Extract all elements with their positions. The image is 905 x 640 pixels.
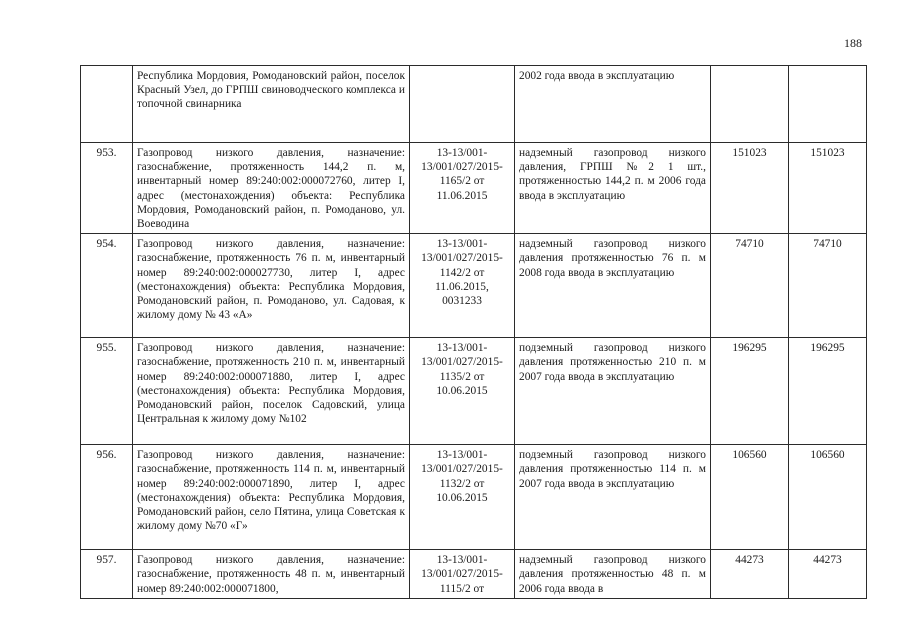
characteristics-cell: подземный газопровод низкого давления протяженностью 114 п. м 2007 года ввода в эксплуатацию [515,445,711,550]
characteristics-cell: подземный газопровод низкого давления протяженностью 210 п. м 2007 года ввода в эксплуатацию [515,338,711,445]
object-description-cell: Газопровод низкого давления, назначение: газоснабжение, протяженность 48 п. м, инвентарный номер 89:240:002:000071800, [133,550,410,599]
row-number-cell: 954. [81,234,133,338]
row-number-cell [81,66,133,143]
row-number-cell: 957. [81,550,133,599]
object-description-cell: Газопровод низкого давления, назначение: газоснабжение, протяженность 114 п. м, инвентарный номер 89:240:002:000071890, литер I, адрес (местонахождения) объекта: Республика Мордовия, Ромодановский район, село Пятина, улица Советская к жилому дому №70 «Г» [133,445,410,550]
table-row [81,550,867,599]
value-cell: 151023 [789,143,867,234]
row-number-cell: 955. [81,338,133,445]
row-number-cell: 956. [81,445,133,550]
registration-record-cell: 13-13/001-13/001/027/2015-1165/2 от 11.06.2015 [410,143,515,234]
object-description-cell: Газопровод низкого давления, назначение: газоснабжение, протяженность 76 п. м, инвентарный номер 89:240:002:000027730, литер I, адрес (местонахождения) объекта: Республика Мордовия, Ромодановский район, п. Ромоданово, ул. Садовая, к жилому дому № 43 «А» [133,234,410,338]
value-cell: 44273 [711,550,789,599]
value-cell: 151023 [711,143,789,234]
value-cell: 106560 [711,445,789,550]
registration-record-cell: 13-13/001-13/001/027/2015-1142/2 от 11.06.2015, 0031233 [410,234,515,338]
characteristics-cell: надземный газопровод низкого давления, ГРПШ №2 1 шт., протяженностью 144,2 п. м 2006 года ввода в эксплуатацию [515,143,711,234]
row-number-cell: 953. [81,143,133,234]
characteristics-cell: надземный газопровод низкого давления протяженностью 48 п. м 2006 года ввода в [515,550,711,599]
table-row [81,66,867,143]
table-row [81,338,867,445]
value-cell [711,66,789,143]
value-cell: 106560 [789,445,867,550]
table-row [81,234,867,338]
table-row [81,143,867,234]
page-number: 188 [844,36,862,50]
object-description-cell: Газопровод низкого давления, назначение: газоснабжение, протяженность 144,2 п. м, инвентарный номер 89:240:002:000072760, литер I, адрес (местонахождения) объекта: Республика Мордовия, Ромодановский район, п. Ромоданово, ул. Воеводина [133,143,410,234]
registration-record-cell: 13-13/001-13/001/027/2015-1115/2 от [410,550,515,599]
value-cell: 74710 [711,234,789,338]
table-row [81,445,867,550]
value-cell: 196295 [711,338,789,445]
registration-record-cell [410,66,515,143]
registration-record-cell: 13-13/001-13/001/027/2015-1132/2 от 10.06.2015 [410,445,515,550]
value-cell: 44273 [789,550,867,599]
characteristics-cell: 2002 года ввода в эксплуатацию [515,66,711,143]
property-registry-table [80,65,867,599]
value-cell [789,66,867,143]
object-description-cell: Газопровод низкого давления, назначение: газоснабжение, протяженность 210 п. м, инвентарный номер 89:240:002:000071880, литер I, адрес (местонахождения) объекта: Республика Мордовия, Ромодановский район, поселок Садовский, улица Центральная к жилому дому №102 [133,338,410,445]
registration-record-cell: 13-13/001-13/001/027/2015-1135/2 от 10.06.2015 [410,338,515,445]
value-cell: 74710 [789,234,867,338]
characteristics-cell: надземный газопровод низкого давления протяженностью 76 п. м 2008 года ввода в эксплуатацию [515,234,711,338]
value-cell: 196295 [789,338,867,445]
object-description-cell: Республика Мордовия, Ромодановский район, поселок Красный Узел, до ГРПШ свиноводческого комплекса и топочной свинарника [133,66,410,143]
